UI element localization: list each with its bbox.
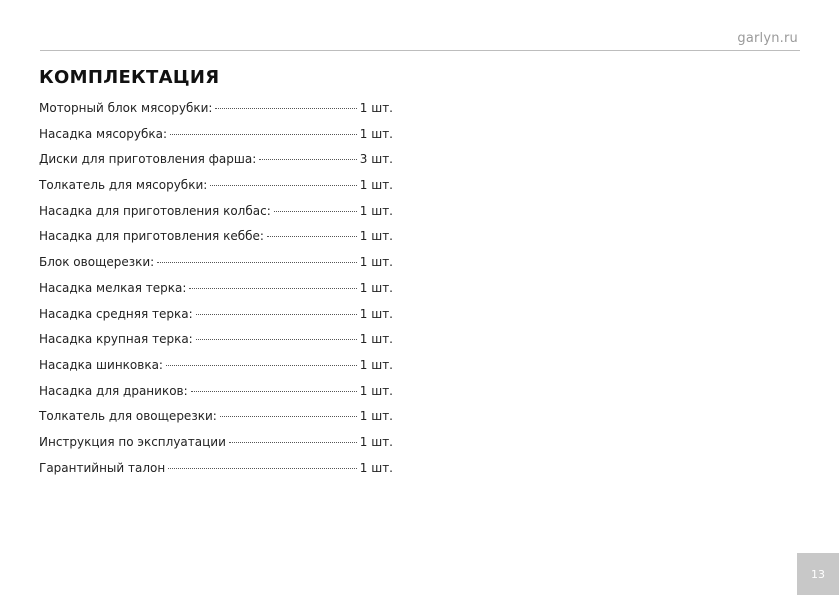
- site-url: garlyn.ru: [737, 31, 798, 46]
- list-item: [39, 149, 393, 175]
- item-name: Насадка средняя терка:: [39, 306, 193, 321]
- item-quantity: 1 шт.: [359, 229, 393, 244]
- list-item: [39, 98, 393, 124]
- item-name: Толкатель для овощерезки:: [39, 409, 217, 424]
- item-quantity: 1 шт.: [359, 332, 393, 347]
- item-name: Насадка мясорубка:: [39, 126, 168, 141]
- item-quantity: 1 шт.: [359, 383, 393, 398]
- contents-list: [39, 98, 393, 483]
- list-item: [39, 124, 393, 150]
- item-quantity: 1 шт.: [359, 434, 393, 449]
- list-item: [39, 381, 393, 407]
- list-item: [39, 252, 393, 278]
- item-name: Диски для приготовления фарша:: [39, 152, 257, 167]
- dot-leader: [168, 468, 357, 469]
- list-item: [39, 175, 393, 201]
- dot-leader: [267, 236, 357, 237]
- dot-leader: [189, 288, 356, 289]
- item-quantity: 1 шт.: [359, 280, 393, 295]
- item-quantity: 1 шт.: [359, 178, 393, 193]
- item-name: Насадка для драников:: [39, 383, 188, 398]
- item-name: Насадка для приготовления колбас:: [39, 203, 271, 218]
- item-name: Насадка мелкая терка:: [39, 280, 187, 295]
- item-quantity: 1 шт.: [359, 357, 393, 372]
- item-name: Инструкция по эксплуатации: [39, 434, 226, 449]
- page-title: КОМПЛЕКТАЦИЯ: [39, 67, 220, 88]
- dot-leader: [274, 211, 357, 212]
- item-quantity: 1 шт.: [359, 255, 393, 270]
- dot-leader: [215, 108, 356, 109]
- list-item: [39, 304, 393, 330]
- list-item: [39, 201, 393, 227]
- list-item: [39, 355, 393, 381]
- item-quantity: 1 шт.: [359, 409, 393, 424]
- header-divider: [40, 50, 800, 51]
- list-item: [39, 406, 393, 432]
- item-quantity: 1 шт.: [359, 101, 393, 115]
- page-number-badge: [797, 553, 839, 595]
- dot-leader: [166, 365, 357, 366]
- item-name: Моторный блок мясорубки:: [39, 101, 213, 115]
- dot-leader: [210, 185, 356, 186]
- list-item: [39, 329, 393, 355]
- item-name: Блок овощерезки:: [39, 255, 155, 270]
- dot-leader: [157, 262, 357, 263]
- item-quantity: 1 шт.: [359, 203, 393, 218]
- item-name: Насадка шинковка:: [39, 357, 163, 372]
- dot-leader: [191, 391, 357, 392]
- item-name: Насадка крупная терка:: [39, 332, 193, 347]
- dot-leader: [220, 416, 357, 417]
- item-name: Гарантийный талон: [39, 460, 166, 475]
- list-item: [39, 226, 393, 252]
- item-name: Толкатель для мясорубки:: [39, 178, 208, 193]
- list-item: [39, 432, 393, 458]
- dot-leader: [196, 339, 357, 340]
- item-quantity: 3 шт.: [359, 152, 393, 167]
- list-item: [39, 278, 393, 304]
- item-name: Насадка для приготовления кеббе:: [39, 229, 264, 244]
- dot-leader: [170, 134, 357, 135]
- item-quantity: 1 шт.: [359, 126, 393, 141]
- dot-leader: [196, 314, 357, 315]
- dot-leader: [229, 442, 357, 443]
- list-item: [39, 458, 393, 484]
- page-number: 13: [811, 567, 825, 581]
- dot-leader: [259, 159, 356, 160]
- item-quantity: 1 шт.: [359, 460, 393, 475]
- item-quantity: 1 шт.: [359, 306, 393, 321]
